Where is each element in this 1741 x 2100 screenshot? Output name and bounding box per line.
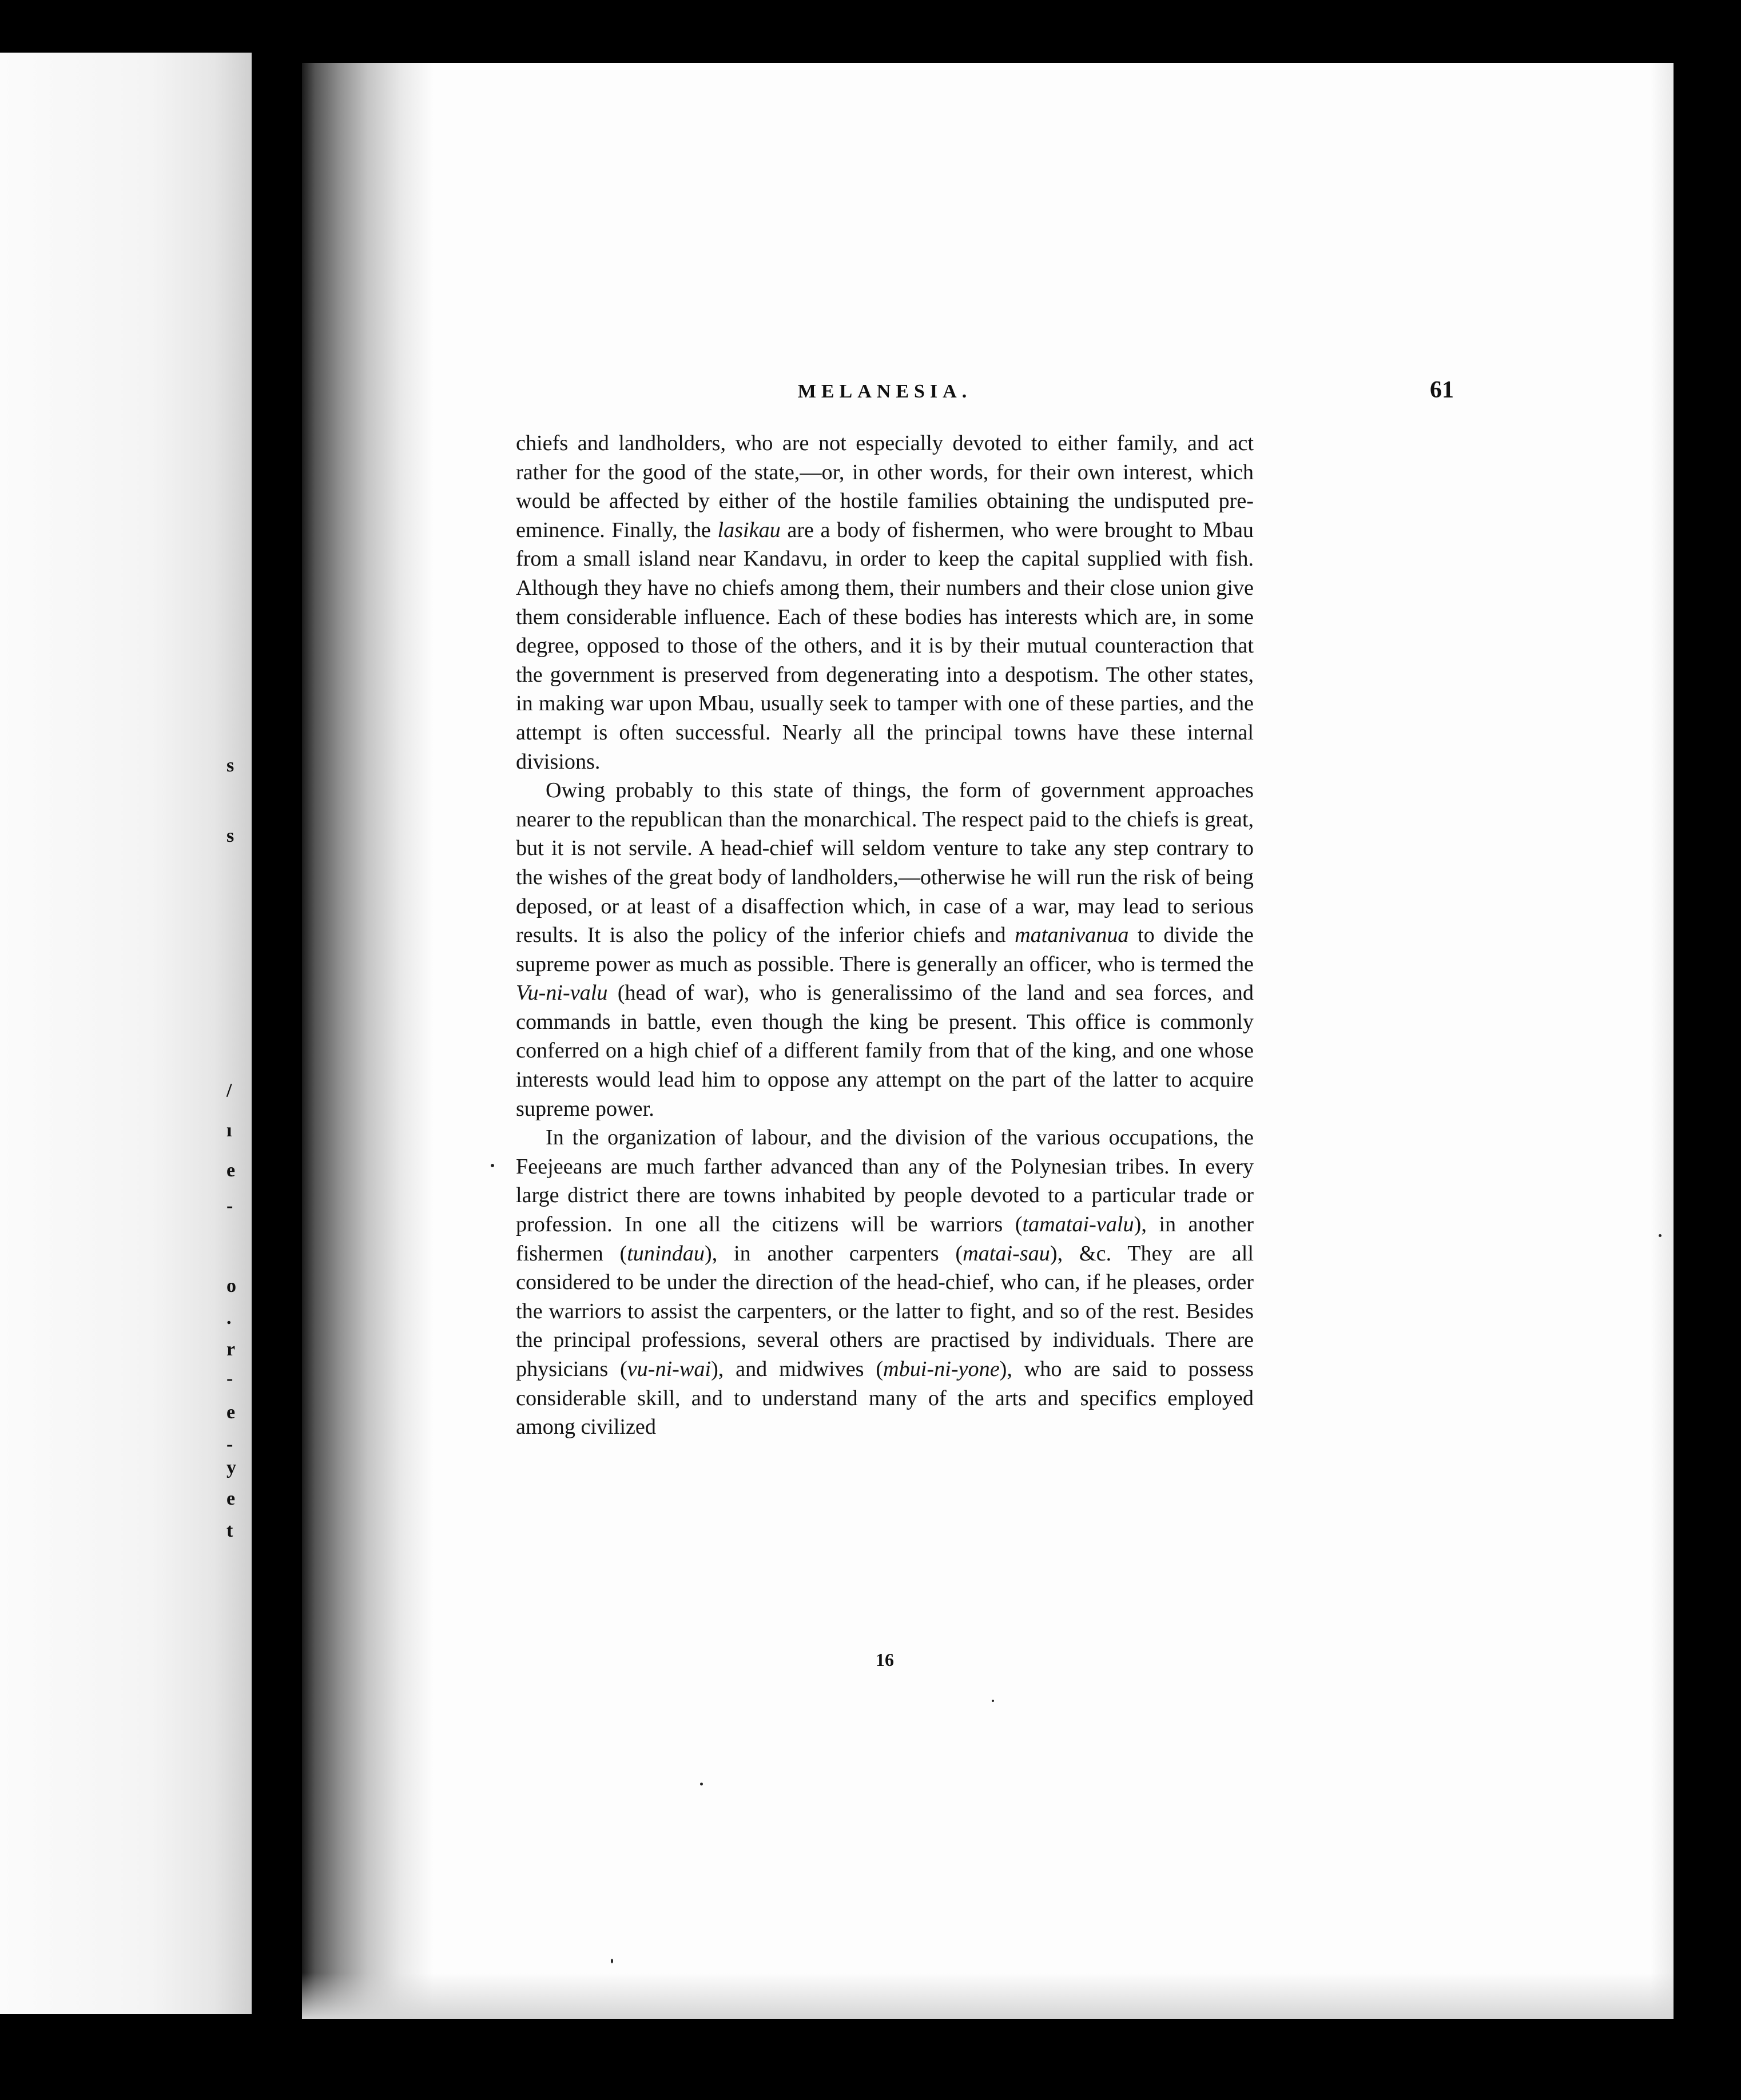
signature-mark: 16 xyxy=(876,1649,894,1670)
clipped-character: - xyxy=(226,1195,233,1216)
clipped-character: e xyxy=(226,1402,236,1423)
clipped-character: e xyxy=(226,1488,236,1509)
page-number: 61 xyxy=(1430,377,1454,403)
clipped-character: t xyxy=(226,1520,233,1541)
clipped-character: / xyxy=(226,1080,232,1101)
right-page xyxy=(302,63,1674,2019)
text-run: In the organization of labour, and the division of the various occupations, the Feejeeans are much farther advanced than any of the Polynesian tribes. In every large district there are towns inhabited by people devoted to a particular trade or profession. In one all the citizens will be warriors ( xyxy=(516,1125,1254,1237)
italic-term: mbui-ni-yone xyxy=(883,1357,1000,1381)
text-run: chiefs and landholders, who are not especially devoted to either family, and act rather for the good of the state,—or, in other words, for their own interest, which would be affected by either of the hostile families obtaining the undisputed pre-eminence. Finally, the xyxy=(516,431,1254,542)
text-run: ), in another carpenters ( xyxy=(704,1241,963,1266)
italic-term: tunindau xyxy=(627,1241,705,1266)
text-run: Owing probably to this state of things, the form of government approaches nearer to the republican than the monarchical. The respect paid to the chiefs is great, but it is not servile. A head-chief will seldom venture to take any step contrary to the wishes of the great body of landholders,—otherwise he will run the risk of being deposed, or at least of a disaffection which, in case of a war, may lead to serious results. It is also the policy of the inferior chiefs and xyxy=(516,778,1254,948)
page-edge-shade xyxy=(1651,63,1674,2019)
running-title: MELANESIA. xyxy=(797,381,972,402)
gutter-shadow xyxy=(302,63,434,2019)
text-run: are a body of fishermen, who were brought to Mbau from a small island near Kandavu, in order to keep the capital supplied with fish. Although they have no chiefs among them, their numbers and their close union give them considerable influence. Each of these bodies has interests which are, in some degree, opposed to those of the others, and it is by their mutual counteraction that the government is preserved from degenerating into a despotism. The other states, in making war upon Mbau, usually seek to tamper with one of these parties, and the attempt is often successful. Nearly all the principal towns have these internal divisions. xyxy=(516,518,1254,774)
clipped-character: e xyxy=(226,1160,236,1181)
clipped-character: y xyxy=(226,1457,236,1478)
gutter-gap xyxy=(252,0,303,2100)
clipped-character: ı xyxy=(226,1120,232,1141)
page-bottom-shade xyxy=(302,1973,1674,2019)
left-page-fragment xyxy=(0,53,252,2014)
clipped-character: o xyxy=(226,1275,236,1296)
clipped-character: s xyxy=(226,755,234,776)
italic-term: tamatai-valu xyxy=(1022,1212,1134,1237)
scan-speck xyxy=(1659,1234,1661,1237)
clipped-character: - xyxy=(226,1368,233,1389)
scan-speck xyxy=(611,1959,613,1963)
scan-speck xyxy=(491,1164,494,1167)
clipped-character: - xyxy=(226,1434,233,1455)
body-text xyxy=(516,429,1254,1442)
paragraph xyxy=(516,429,1254,776)
italic-term: matai-sau xyxy=(963,1241,1050,1266)
italic-term: lasikau xyxy=(717,518,781,542)
text-run: ), in another fishermen ( xyxy=(516,1212,1254,1266)
text-run: ), and midwives ( xyxy=(711,1357,884,1381)
text-run: ), &c. They are all considered to be under the direction of the head-chief, who can, if he pleases, order the warriors to assist the carpenters, or the latter to fight, and so of the rest. Besides the principal professions, several others are practised by individuals. There are physicians ( xyxy=(516,1241,1254,1381)
clipped-character: . xyxy=(226,1307,232,1329)
clipped-character: s xyxy=(226,825,234,846)
clipped-character: r xyxy=(226,1339,236,1360)
text-run: ), who are said to possess considerable skill, and to understand many of the arts and specifics employed among civilized xyxy=(516,1357,1254,1439)
italic-term: vu-ni-wai xyxy=(627,1357,711,1381)
paragraph xyxy=(516,776,1254,1123)
scan-speck xyxy=(700,1783,703,1785)
paragraph xyxy=(516,1123,1254,1442)
scan-speck xyxy=(992,1700,994,1702)
italic-term: Vu-ni-valu xyxy=(516,981,608,1005)
text-run: to divide the supreme power as much as possible. There is generally an officer, who is termed the xyxy=(516,923,1254,976)
italic-term: matanivanua xyxy=(1015,923,1129,948)
text-run: (head of war), who is generalissimo of the land and sea forces, and commands in battle, even though the king be present. This office is commonly conferred on a high chief of a different family from that of the king, and one whose interests would lead him to oppose any attempt on the part of the latter to acquire supreme power. xyxy=(516,981,1254,1121)
